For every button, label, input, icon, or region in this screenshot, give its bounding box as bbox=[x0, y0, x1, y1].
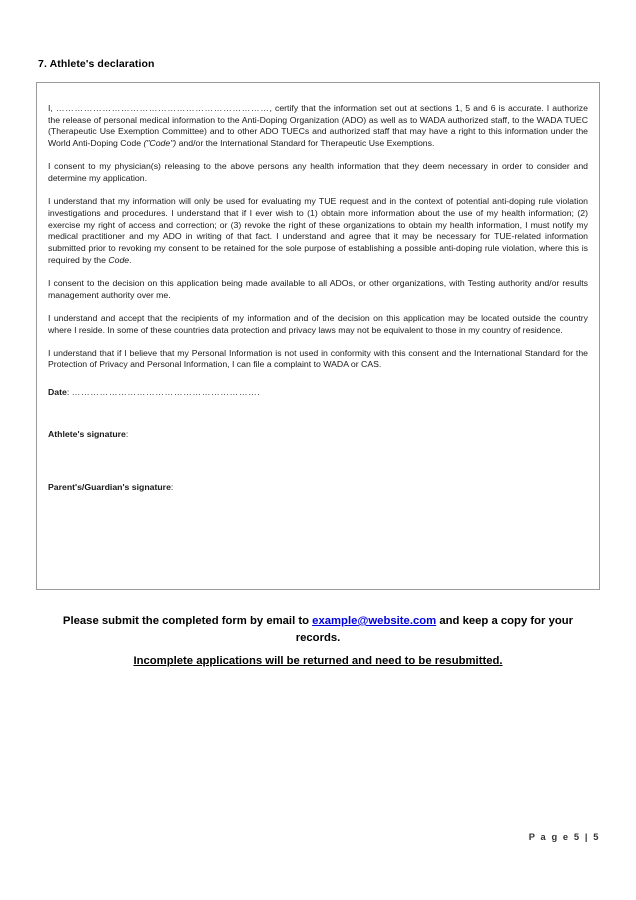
submission-instruction bbox=[44, 613, 592, 646]
declaration-p3-code-term: Code bbox=[108, 254, 130, 265]
declaration-p1-code-term: ("Code") bbox=[143, 138, 177, 149]
declaration-paragraph-6: I understand that if I believe that my Personal Information is not used in conformity with this consent and the International Standard for the Protection of Privacy and Personal Information, I can file a complaint to WADA or CAS. bbox=[48, 347, 588, 370]
warning-text: Incomplete applications will be returned and need to be resubmitted. bbox=[133, 655, 503, 667]
date-input-dotted-line[interactable]: ……………………………………………………. bbox=[71, 387, 261, 398]
page-title: 7. Athlete's declaration bbox=[38, 58, 155, 70]
declaration-paragraph-3 bbox=[48, 196, 588, 266]
guardian-signature-separator: : bbox=[170, 481, 174, 492]
declaration-box bbox=[36, 82, 600, 590]
declaration-p3-tail: . bbox=[129, 254, 132, 265]
athlete-signature-label: Athlete's signature bbox=[48, 428, 126, 439]
declaration-p1-tail: and/or the International Standard for Therapeutic Use Exemptions. bbox=[176, 138, 435, 149]
submission-text-after-email: and keep a copy for your records. bbox=[295, 615, 574, 644]
submission-text-before-email: Please submit the completed form by email to bbox=[62, 615, 313, 627]
declaration-paragraph-1 bbox=[48, 103, 588, 150]
date-field-row bbox=[48, 387, 588, 399]
incomplete-application-warning bbox=[44, 655, 592, 667]
page-number-footer: P a g e 5 | 5 bbox=[528, 832, 600, 842]
athlete-signature-separator: : bbox=[125, 428, 129, 439]
declaration-paragraph-2: I consent to my physician(s) releasing to the above persons any health information that they deem necessary in order to consider and determine my application. bbox=[48, 161, 588, 184]
date-label: Date bbox=[48, 387, 67, 398]
date-separator: : bbox=[66, 387, 72, 398]
guardian-signature-row[interactable] bbox=[48, 482, 588, 494]
guardian-signature-label: Parent's/Guardian's signature bbox=[48, 481, 171, 492]
submission-email-link[interactable]: example@website.com bbox=[312, 615, 437, 627]
athlete-signature-row[interactable] bbox=[48, 429, 588, 441]
declaration-p1-body: , certify that the information set out at sections 1, 5 and 6 is accurate. I authorize the release of personal medical information to the Anti-Doping Organization (ADO) as well as to WADA authorized staff, to the WADA TUEC (Therapeutic Use Exemption Committee) and to other ADO TUECs and authorized staff that may have a right to this information under the World Anti-Doping Code bbox=[48, 103, 588, 149]
declaration-p1-intro: I, bbox=[48, 103, 56, 113]
declaration-paragraph-5: I understand and accept that the recipients of my information and of the decision on this application may be located outside the country where I reside. In some of these countries data protection and privacy laws may not be equivalent to those in my country of residence. bbox=[48, 312, 588, 335]
declaration-p3-body: I understand that my information will only be used for evaluating my TUE request and in the context of potential anti-doping rule violation investigations and procedures. I understand that if I ever wish to (1) obtain more information about the use of my health information; (2) exercise my right of access and correction; or (3) revoke the right of these organizations to obtain my health information, I must notify my medical practitioner and my ADO in writing of that fact. I understand and agree that it may be necessary for TUE-related information submitted prior to revoking my consent to be retained for the sole purpose of establishing a possible anti-doping rule violation, where this is required by the bbox=[48, 196, 588, 265]
name-blank-dotted-line[interactable]: …………………………………………………………… bbox=[55, 103, 270, 113]
declaration-paragraph-4: I consent to the decision on this application being made available to all ADOs, or other organizations, with Testing authority and/or results management authority over me. bbox=[48, 277, 588, 300]
